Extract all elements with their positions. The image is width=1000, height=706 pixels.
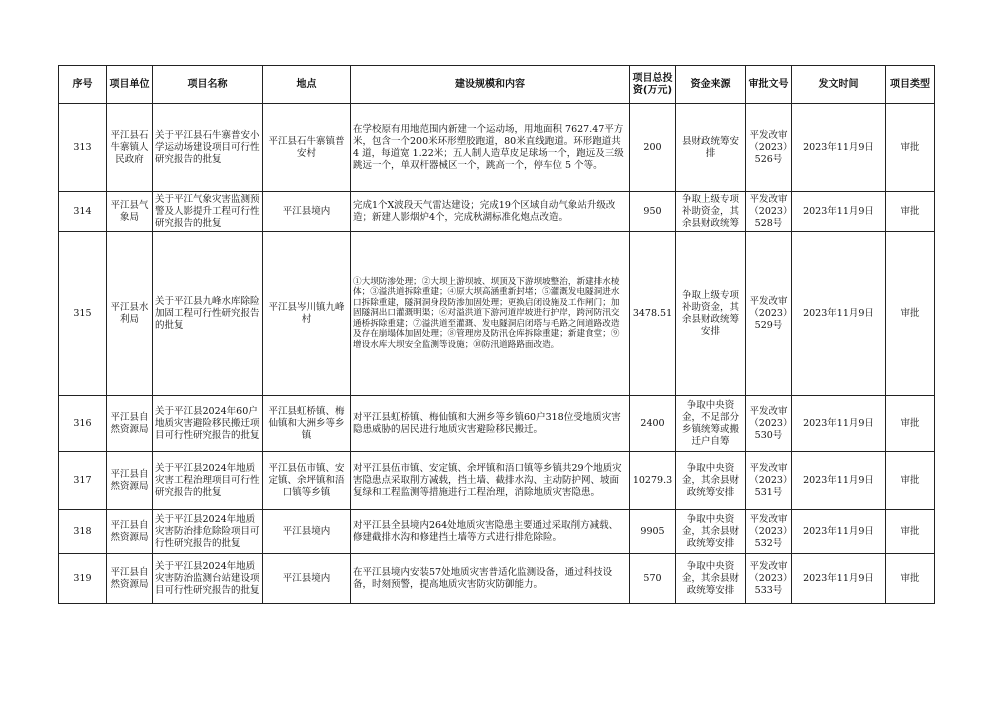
project-type: 审批 (886, 510, 935, 554)
project-content: 对平江县伍市镇、安定镇、余坪镇和浯口镇等乡镇共29个地质灾害隐患点采取削方减载，挡土墙、截排水沟、主动防护网、坡面复绿和工程监测等措施进行工程治理，消除地质灾害隐患。 (351, 452, 630, 510)
project-unit: 平江县自然资源局 (107, 510, 153, 554)
table-row (59, 104, 935, 192)
fund-source: 争取上级专项补助资金，其余县财政统筹安排 (676, 232, 746, 396)
project-investment: 200 (630, 104, 676, 192)
row-number: 313 (59, 104, 107, 192)
fund-source: 争取中央资金，其余县财政统筹安排 (676, 452, 746, 510)
project-name: 关于平江气象灾害监测预警及人影提升工程可行性研究报告的批复 (153, 192, 263, 232)
project-investment: 950 (630, 192, 676, 232)
header-cell: 发文时间 (792, 66, 886, 104)
row-number: 315 (59, 232, 107, 396)
table-row (59, 554, 935, 604)
project-investment: 3478.51 (630, 232, 676, 396)
header-cell: 项目名称 (153, 66, 263, 104)
project-unit: 平江县自然资源局 (107, 554, 153, 604)
fund-source: 县财政统筹安排 (676, 104, 746, 192)
issue-date: 2023年11月9日 (792, 232, 886, 396)
header-cell: 项目单位 (107, 66, 153, 104)
table-row (59, 396, 935, 452)
fund-source: 争取中央资金，其余县财政统筹安排 (676, 554, 746, 604)
project-location: 平江县石牛寨镇普安村 (263, 104, 351, 192)
issue-date: 2023年11月9日 (792, 554, 886, 604)
header-cell: 资金来源 (676, 66, 746, 104)
project-type: 审批 (886, 554, 935, 604)
project-unit: 平江县气象局 (107, 192, 153, 232)
approval-number: 平发改审（2023）528号 (746, 192, 792, 232)
project-content: 在平江县境内安装57处地质灾害普适化监测设备，通过科技设备，时刻预警，提高地质灾害防灾防御能力。 (351, 554, 630, 604)
approval-number: 平发改审（2023）530号 (746, 396, 792, 452)
issue-date: 2023年11月9日 (792, 104, 886, 192)
header-cell: 建设规模和内容 (351, 66, 630, 104)
fund-source: 争取中央资金，不足部分乡镇统筹或搬迁户自筹 (676, 396, 746, 452)
issue-date: 2023年11月9日 (792, 396, 886, 452)
header-cell: 审批文号 (746, 66, 792, 104)
project-unit: 平江县自然资源局 (107, 452, 153, 510)
project-investment: 9905 (630, 510, 676, 554)
project-location: 平江县境内 (263, 192, 351, 232)
header-cell: 项目总投资(万元) (630, 66, 676, 104)
table-row (59, 510, 935, 554)
project-location: 平江县境内 (263, 510, 351, 554)
project-investment: 570 (630, 554, 676, 604)
table-row (59, 192, 935, 232)
project-unit: 平江县石牛寨镇人民政府 (107, 104, 153, 192)
header-row (59, 66, 935, 104)
table-row (59, 232, 935, 396)
project-type: 审批 (886, 104, 935, 192)
project-location: 平江县伍市镇、安定镇、余坪镇和浯口镇等乡镇 (263, 452, 351, 510)
row-number: 316 (59, 396, 107, 452)
project-unit: 平江县水利局 (107, 232, 153, 396)
project-location: 平江县虹桥镇、梅仙镇和大洲乡等乡镇 (263, 396, 351, 452)
row-number: 314 (59, 192, 107, 232)
project-content: 对平江县全县境内264处地质灾害隐患主要通过采取削方减载、修建截排水沟和修建挡土墙等方式进行排危除险。 (351, 510, 630, 554)
project-investment: 10279.3 (630, 452, 676, 510)
project-type: 审批 (886, 396, 935, 452)
project-type: 审批 (886, 232, 935, 396)
project-approval-table (58, 65, 935, 604)
issue-date: 2023年11月9日 (792, 452, 886, 510)
approval-number: 平发改审（2023）531号 (746, 452, 792, 510)
fund-source: 争取中央资金，其余县财政统筹安排 (676, 510, 746, 554)
project-location: 平江县境内 (263, 554, 351, 604)
table-row (59, 452, 935, 510)
header-cell: 地点 (263, 66, 351, 104)
project-name: 关于平江县2024年地质灾害工程治理项目可行性研究报告的批复 (153, 452, 263, 510)
project-name: 关于平江县2024年地质灾害防治监测台站建设项目可行性研究报告的批复 (153, 554, 263, 604)
project-unit: 平江县自然资源局 (107, 396, 153, 452)
fund-source: 争取上级专项补助资金，其余县财政统筹 (676, 192, 746, 232)
project-content: 完成1个X波段天气雷达建设；完成19个区域自动气象站升级改造；新建人影烟炉4个，完成秋湖标准化炮点改造。 (351, 192, 630, 232)
project-name: 关于平江县2024年地质灾害防治排危除险项目可行性研究报告的批复 (153, 510, 263, 554)
project-content: 对平江县虹桥镇、梅仙镇和大洲乡等乡镇60户318位受地质灾害隐患威胁的居民进行地质灾害避险移民搬迁。 (351, 396, 630, 452)
project-investment: 2400 (630, 396, 676, 452)
issue-date: 2023年11月9日 (792, 510, 886, 554)
project-location: 平江县岑川镇九峰村 (263, 232, 351, 396)
row-number: 317 (59, 452, 107, 510)
project-content: 在学校原有用地范围内新建一个运动场，用地面积 7627.47平方米，包含一个200米环形塑胶跑道，80米直线跑道。环形跑道共 4 道，每道宽 1.22米；五人制人造草皮足球场一个，跑远及三级跳远一个，单双杆器械区一个，跳高一个，停车位 5 个等。 (351, 104, 630, 192)
approval-number: 平发改审（2023）533号 (746, 554, 792, 604)
approval-number: 平发改审（2023）526号 (746, 104, 792, 192)
project-name: 关于平江县2024年60户地质灾害避险移民搬迁项目可行性研究报告的批复 (153, 396, 263, 452)
project-type: 审批 (886, 452, 935, 510)
approval-number: 平发改审（2023）529号 (746, 232, 792, 396)
header-cell: 项目类型 (886, 66, 935, 104)
issue-date: 2023年11月9日 (792, 192, 886, 232)
project-content: ①大坝防渗处理；②大坝上游坝坡、坝顶及下游坝坡整治，新建排水棱体；③溢洪道拆除重建；④原大坝高涵重新封堵；⑤灌溉发电隧洞进水口拆除重建，隧洞洞身段防渗加固处理；更换启闭设施及工作闸门；加固隧洞出口灌溉明渠；⑥对溢洪道下游河道岸坡进行护岸，跨河防汛交通桥拆除重建；⑦溢洪道至灌溉、发电隧洞启闭塔与毛路之间道路改造及存在崩塌体加固处理；⑧管理房及防汛仓库拆除重建；新建食堂；⑨增设水库大坝安全监测等设施；⑩防汛道路路面改造。 (351, 232, 630, 396)
approval-number: 平发改审（2023）532号 (746, 510, 792, 554)
project-name: 关于平江县九峰水库除险加固工程可行性研究报告的批复 (153, 232, 263, 396)
header-cell: 序号 (59, 66, 107, 104)
row-number: 318 (59, 510, 107, 554)
project-name: 关于平江县石牛寨普安小学运动场建设项目可行性研究报告的批复 (153, 104, 263, 192)
row-number: 319 (59, 554, 107, 604)
project-type: 审批 (886, 192, 935, 232)
